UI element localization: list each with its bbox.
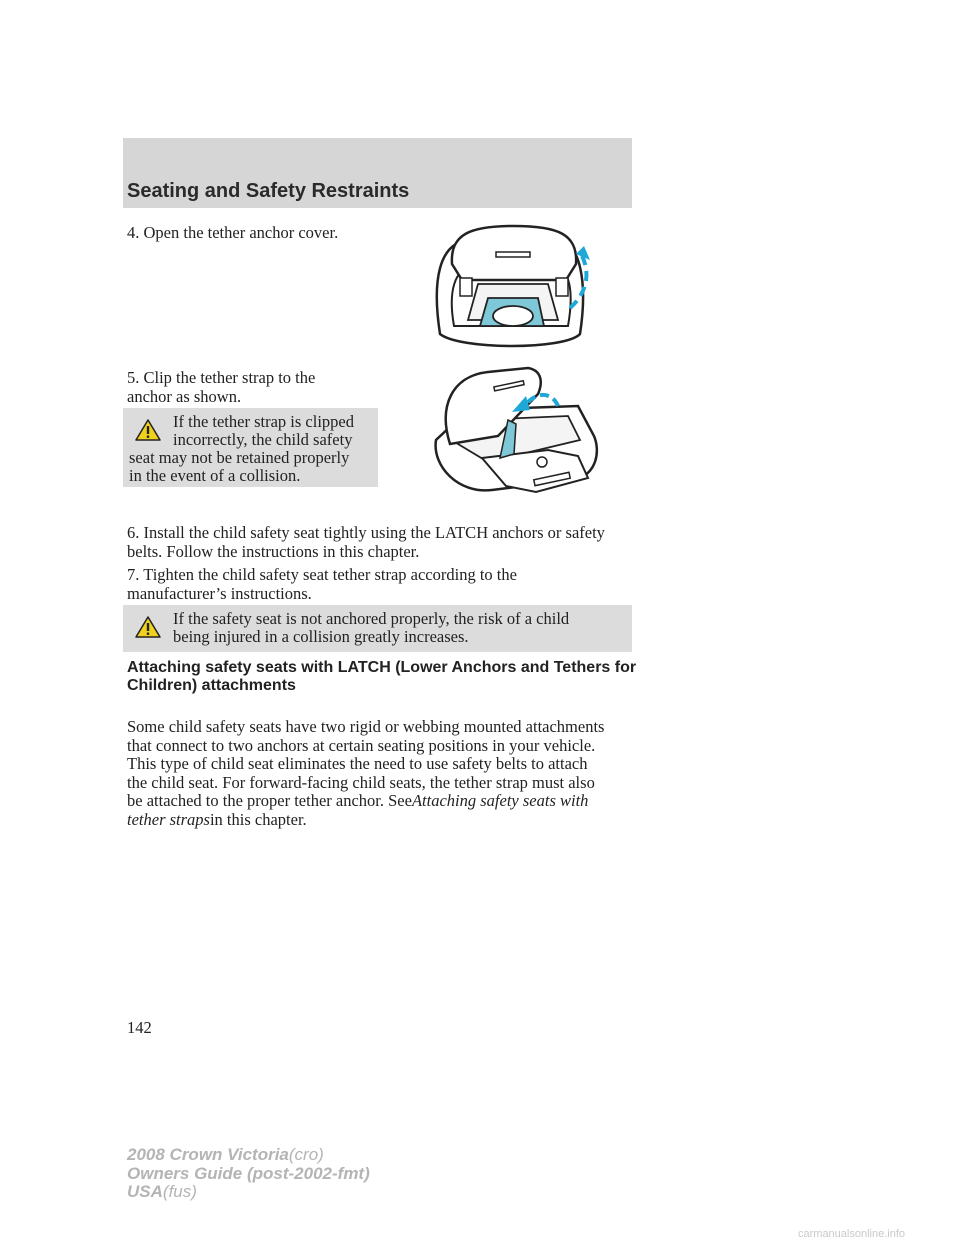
step-7-line-2: manufacturer’s instructions.	[127, 583, 312, 603]
warning-2-line-1: If the safety seat is not anchored properly, the risk of a child	[173, 609, 570, 628]
footer-market: USA	[127, 1182, 163, 1201]
warning-1-line-3: seat may not be retained properly	[129, 448, 350, 467]
step-6-line-1: 6. Install the child safety seat tightly using the LATCH anchors or safety	[127, 523, 605, 542]
footer-guide-format: Owners Guide (post-2002-fmt)	[127, 1163, 370, 1183]
latch-heading-line-1: Attaching safety seats with LATCH (Lower Anchors and Tethers for	[127, 659, 637, 676]
latch-body-line-5-text: be attached to the proper tether anchor. See	[127, 791, 412, 810]
warning-box-anchor-risk	[123, 605, 632, 652]
footer-model-code: (cro)	[288, 1145, 324, 1164]
step-6-line-2: belts. Follow the instructions in this chapter.	[127, 541, 420, 561]
warning-1-line-4: in the event of a collision.	[129, 466, 301, 485]
watermark: carmanualsonline.info	[798, 1228, 906, 1240]
tether-anchor-cover-open-illustration	[430, 222, 600, 354]
warning-1-line-1: If the tether strap is clipped	[173, 412, 354, 431]
warning-2-line-2: being injured in a collision greatly increases.	[173, 627, 469, 646]
latch-body-line-6-text: in this chapter.	[209, 809, 307, 829]
latch-body-line-5	[127, 792, 604, 811]
latch-heading-line-2: Children) attachments	[127, 677, 296, 694]
latch-body-line-6	[127, 811, 604, 830]
latch-section-heading	[127, 659, 647, 695]
footer-line-1	[127, 1146, 370, 1165]
footer-line-3	[127, 1183, 370, 1202]
step-5-line-1: 5. Clip the tether strap to the	[127, 368, 316, 387]
footer-market-code: (fus)	[162, 1182, 197, 1201]
section-title: Seating and Safety Restraints	[127, 180, 410, 202]
step-4-text: 4. Open the tether anchor cover.	[127, 223, 339, 242]
page-number: 142	[127, 1018, 152, 1037]
latch-body-line-3: This type of child seat eliminates the need to use safety belts to attach	[127, 754, 588, 773]
step-7-line-1: 7. Tighten the child safety seat tether strap according to the	[127, 565, 517, 584]
step-5-text	[127, 369, 315, 406]
latch-body-line-1: Some child safety seats have two rigid or webbing mounted attachments	[127, 717, 605, 736]
cross-reference-tether-straps: Attaching safety seats with	[411, 791, 589, 810]
step-6-text	[127, 524, 605, 561]
latch-body-line-2: that connect to two anchors at certain seating positions in your vehicle.	[127, 735, 596, 755]
document-footer	[127, 1146, 370, 1202]
step-5-line-2: anchor as shown.	[127, 386, 242, 406]
warning-triangle-icon	[135, 615, 161, 639]
step-7-text	[127, 566, 517, 603]
section-header-band	[123, 138, 632, 208]
warning-1-line-2: incorrectly, the child safety	[173, 430, 353, 449]
warning-triangle-icon	[135, 418, 161, 442]
cross-reference-tether-straps-cont: tether straps	[127, 809, 210, 829]
warning-box-tether-clip	[123, 408, 378, 487]
latch-body-line-4: the child seat. For forward-facing child seats, the tether strap must also	[127, 772, 595, 792]
footer-model: 2008 Crown Victoria	[127, 1145, 289, 1164]
tether-strap-clip-illustration	[428, 366, 604, 500]
latch-section-body	[127, 718, 604, 829]
footer-line-2	[127, 1165, 370, 1184]
